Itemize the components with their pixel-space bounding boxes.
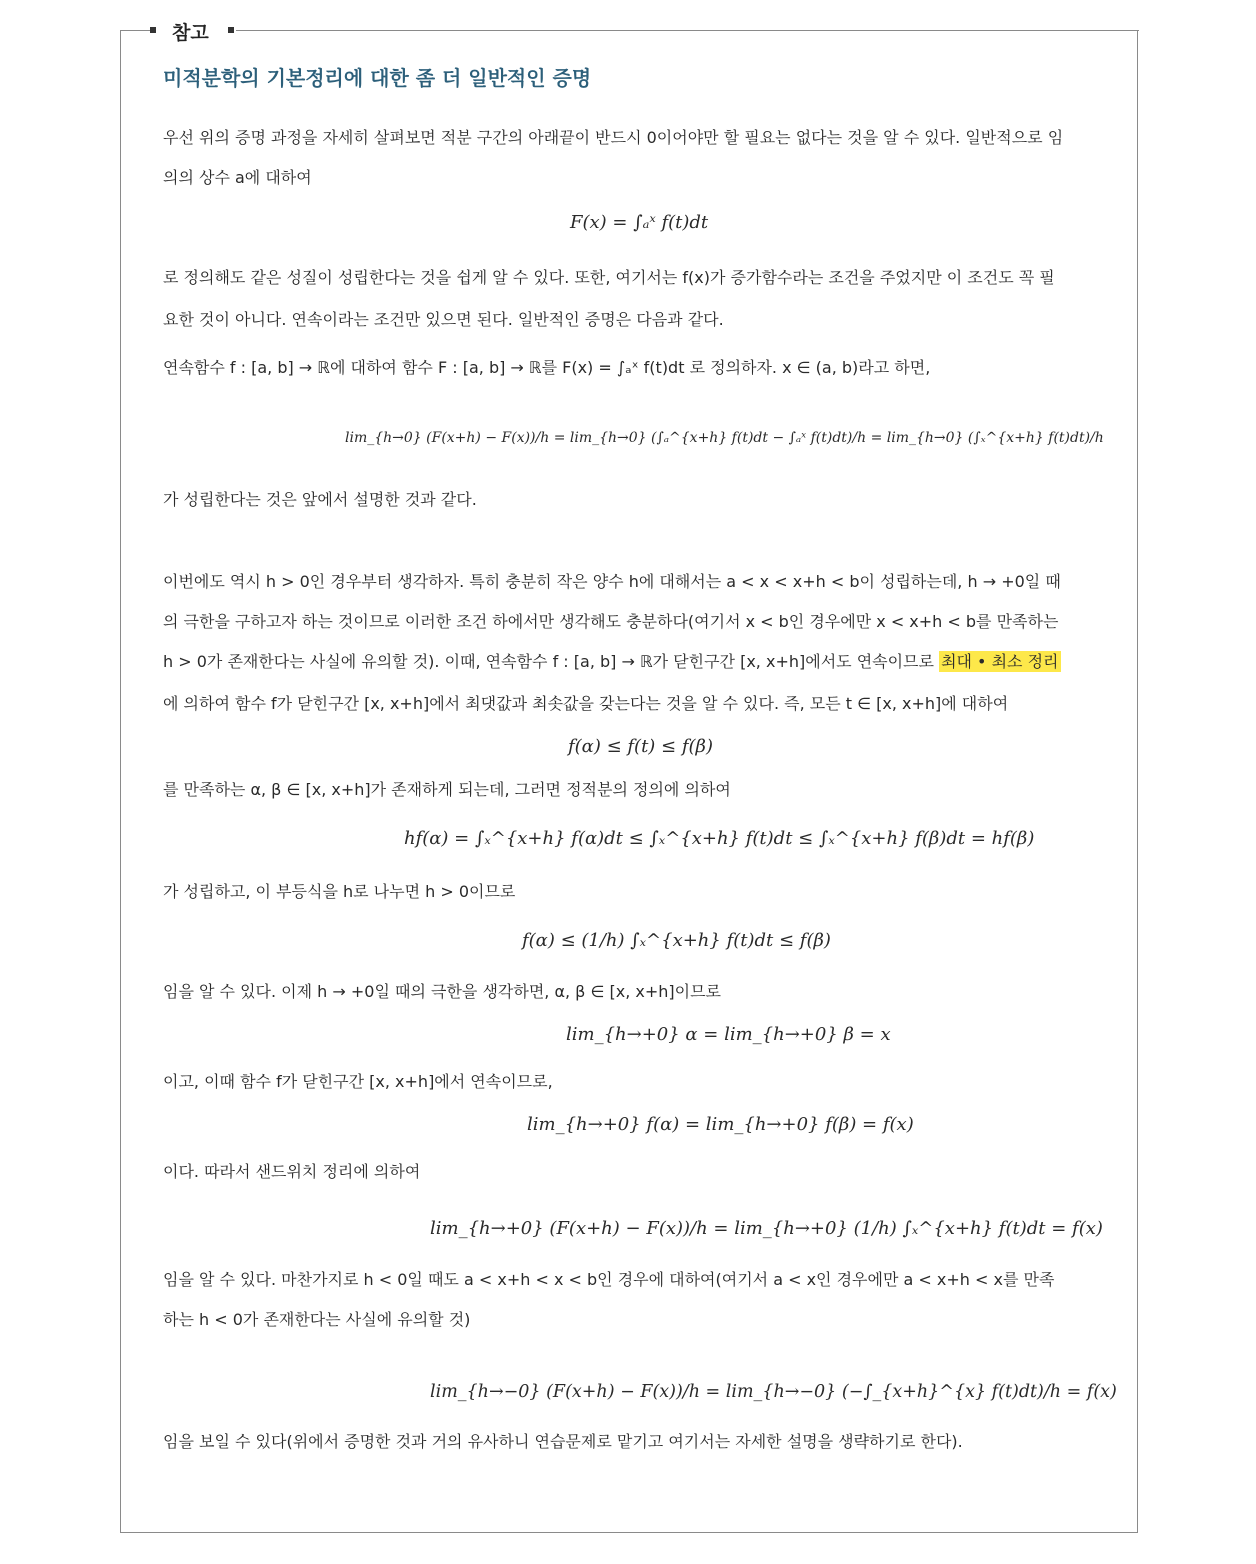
equation: lim_{h→−0} (F(x+h) − F(x))/h = lim_{h→−0} (−∫_{x+h}^{x} f(t)dt)/h = f(x) [430,1382,1117,1402]
highlighted-theorem: 최대 • 최소 정리 [941,652,1059,671]
paragraph-text: h > 0가 존재한다는 사실에 유의할 것). 이때, 연속함수 f : [a, b] → ℝ가 닫힌구간 [x, x+h]에서도 연속이므로 [163,652,940,671]
equation: f(α) ≤ (1/h) ∫ₓ^{x+h} f(t)dt ≤ f(β) [522,930,831,951]
paragraph-line: 의 극한을 구하고자 하는 것이므로 이러한 조건 하에서만 생각해도 충분하다(여기서 x < b인 경우에만 x < x+h < b를 만족하는 [163,612,1059,631]
equation: f(α) ≤ f(t) ≤ f(β) [568,736,713,757]
equation: lim_{h→+0} α = lim_{h→+0} β = x [566,1024,891,1045]
paragraph-line: 우선 위의 증명 과정을 자세히 살펴보면 적분 구간의 아래끝이 반드시 0이어야만 할 필요는 없다는 것을 알 수 있다. 일반적으로 임 [163,128,1064,147]
paragraph-line: 연속함수 f : [a, b] → ℝ에 대하여 함수 F : [a, b] → ℝ를 F(x) = ∫ₐˣ f(t)dt 로 정의하자. x ∈ (a, b)라고 하면, [163,358,931,377]
paragraph-line: 요한 것이 아니다. 연속이라는 조건만 있으면 된다. 일반적인 증명은 다음과 같다. [163,310,724,329]
paragraph-line: 이번에도 역시 h > 0인 경우부터 생각하자. 특히 충분히 작은 양수 h에 대해서는 a < x < x+h < b이 성립하는데, h → +0일 때 [163,572,1061,591]
equation: lim_{h→+0} (F(x+h) − F(x))/h = lim_{h→+0} (1/h) ∫ₓ^{x+h} f(t)dt = f(x) [430,1218,1103,1239]
paragraph-line: 가 성립한다는 것은 앞에서 설명한 것과 같다. [163,490,477,509]
equation: F(x) = ∫ₐˣ f(t)dt [570,212,709,233]
paragraph-line: 하는 h < 0가 존재한다는 사실에 유의할 것) [163,1310,471,1329]
paragraph-line: 로 정의해도 같은 성질이 성립한다는 것을 쉽게 알 수 있다. 또한, 여기서는 f(x)가 증가함수라는 조건을 주었지만 이 조건도 꼭 필 [163,268,1055,287]
paragraph-line [163,652,1061,672]
paragraph-line: 이고, 이때 함수 f가 닫힌구간 [x, x+h]에서 연속이므로, [163,1072,553,1091]
section-title: 미적분학의 기본정리에 대한 좀 더 일반적인 증명 [163,66,592,90]
paragraph-line: 임을 알 수 있다. 이제 h → +0일 때의 극한을 생각하면, α, β ∈ [x, x+h]이므로 [163,982,722,1001]
paragraph-line: 가 성립하고, 이 부등식을 h로 나누면 h > 0이므로 [163,882,516,901]
paragraph-line: 임을 보일 수 있다(위에서 증명한 것과 거의 유사하니 연습문제로 맡기고 여기서는 자세한 설명을 생략하기로 한다). [163,1432,963,1451]
paragraph-line: 임을 알 수 있다. 마찬가지로 h < 0일 때도 a < x+h < x < b인 경우에 대하여(여기서 a < x인 경우에만 a < x+h < x를 만족 [163,1270,1055,1289]
paragraph-line: 를 만족하는 α, β ∈ [x, x+h]가 존재하게 되는데, 그러면 정적분의 정의에 의하여 [163,780,731,799]
paragraph-line: 이다. 따라서 샌드위치 정리에 의하여 [163,1162,421,1181]
paragraph-line: 의의 상수 a에 대하여 [163,168,312,187]
paragraph-line: 에 의하여 함수 f가 닫힌구간 [x, x+h]에서 최댓값과 최솟값을 갖는다는 것을 알 수 있다. 즉, 모든 t ∈ [x, x+h]에 대하여 [163,694,1009,713]
box-label: 참고 [172,22,209,44]
equation: lim_{h→0} (F(x+h) − F(x))/h = lim_{h→0} (∫ₐ^{x+h} f(t)dt − ∫ₐˣ f(t)dt)/h = lim_{h→0} (∫ₓ^{x+h} f(t)dt)/h [345,430,1104,446]
equation: hf(α) = ∫ₓ^{x+h} f(α)dt ≤ ∫ₓ^{x+h} f(t)dt ≤ ∫ₓ^{x+h} f(β)dt = hf(β) [404,828,1035,849]
equation: lim_{h→+0} f(α) = lim_{h→+0} f(β) = f(x) [527,1114,914,1135]
